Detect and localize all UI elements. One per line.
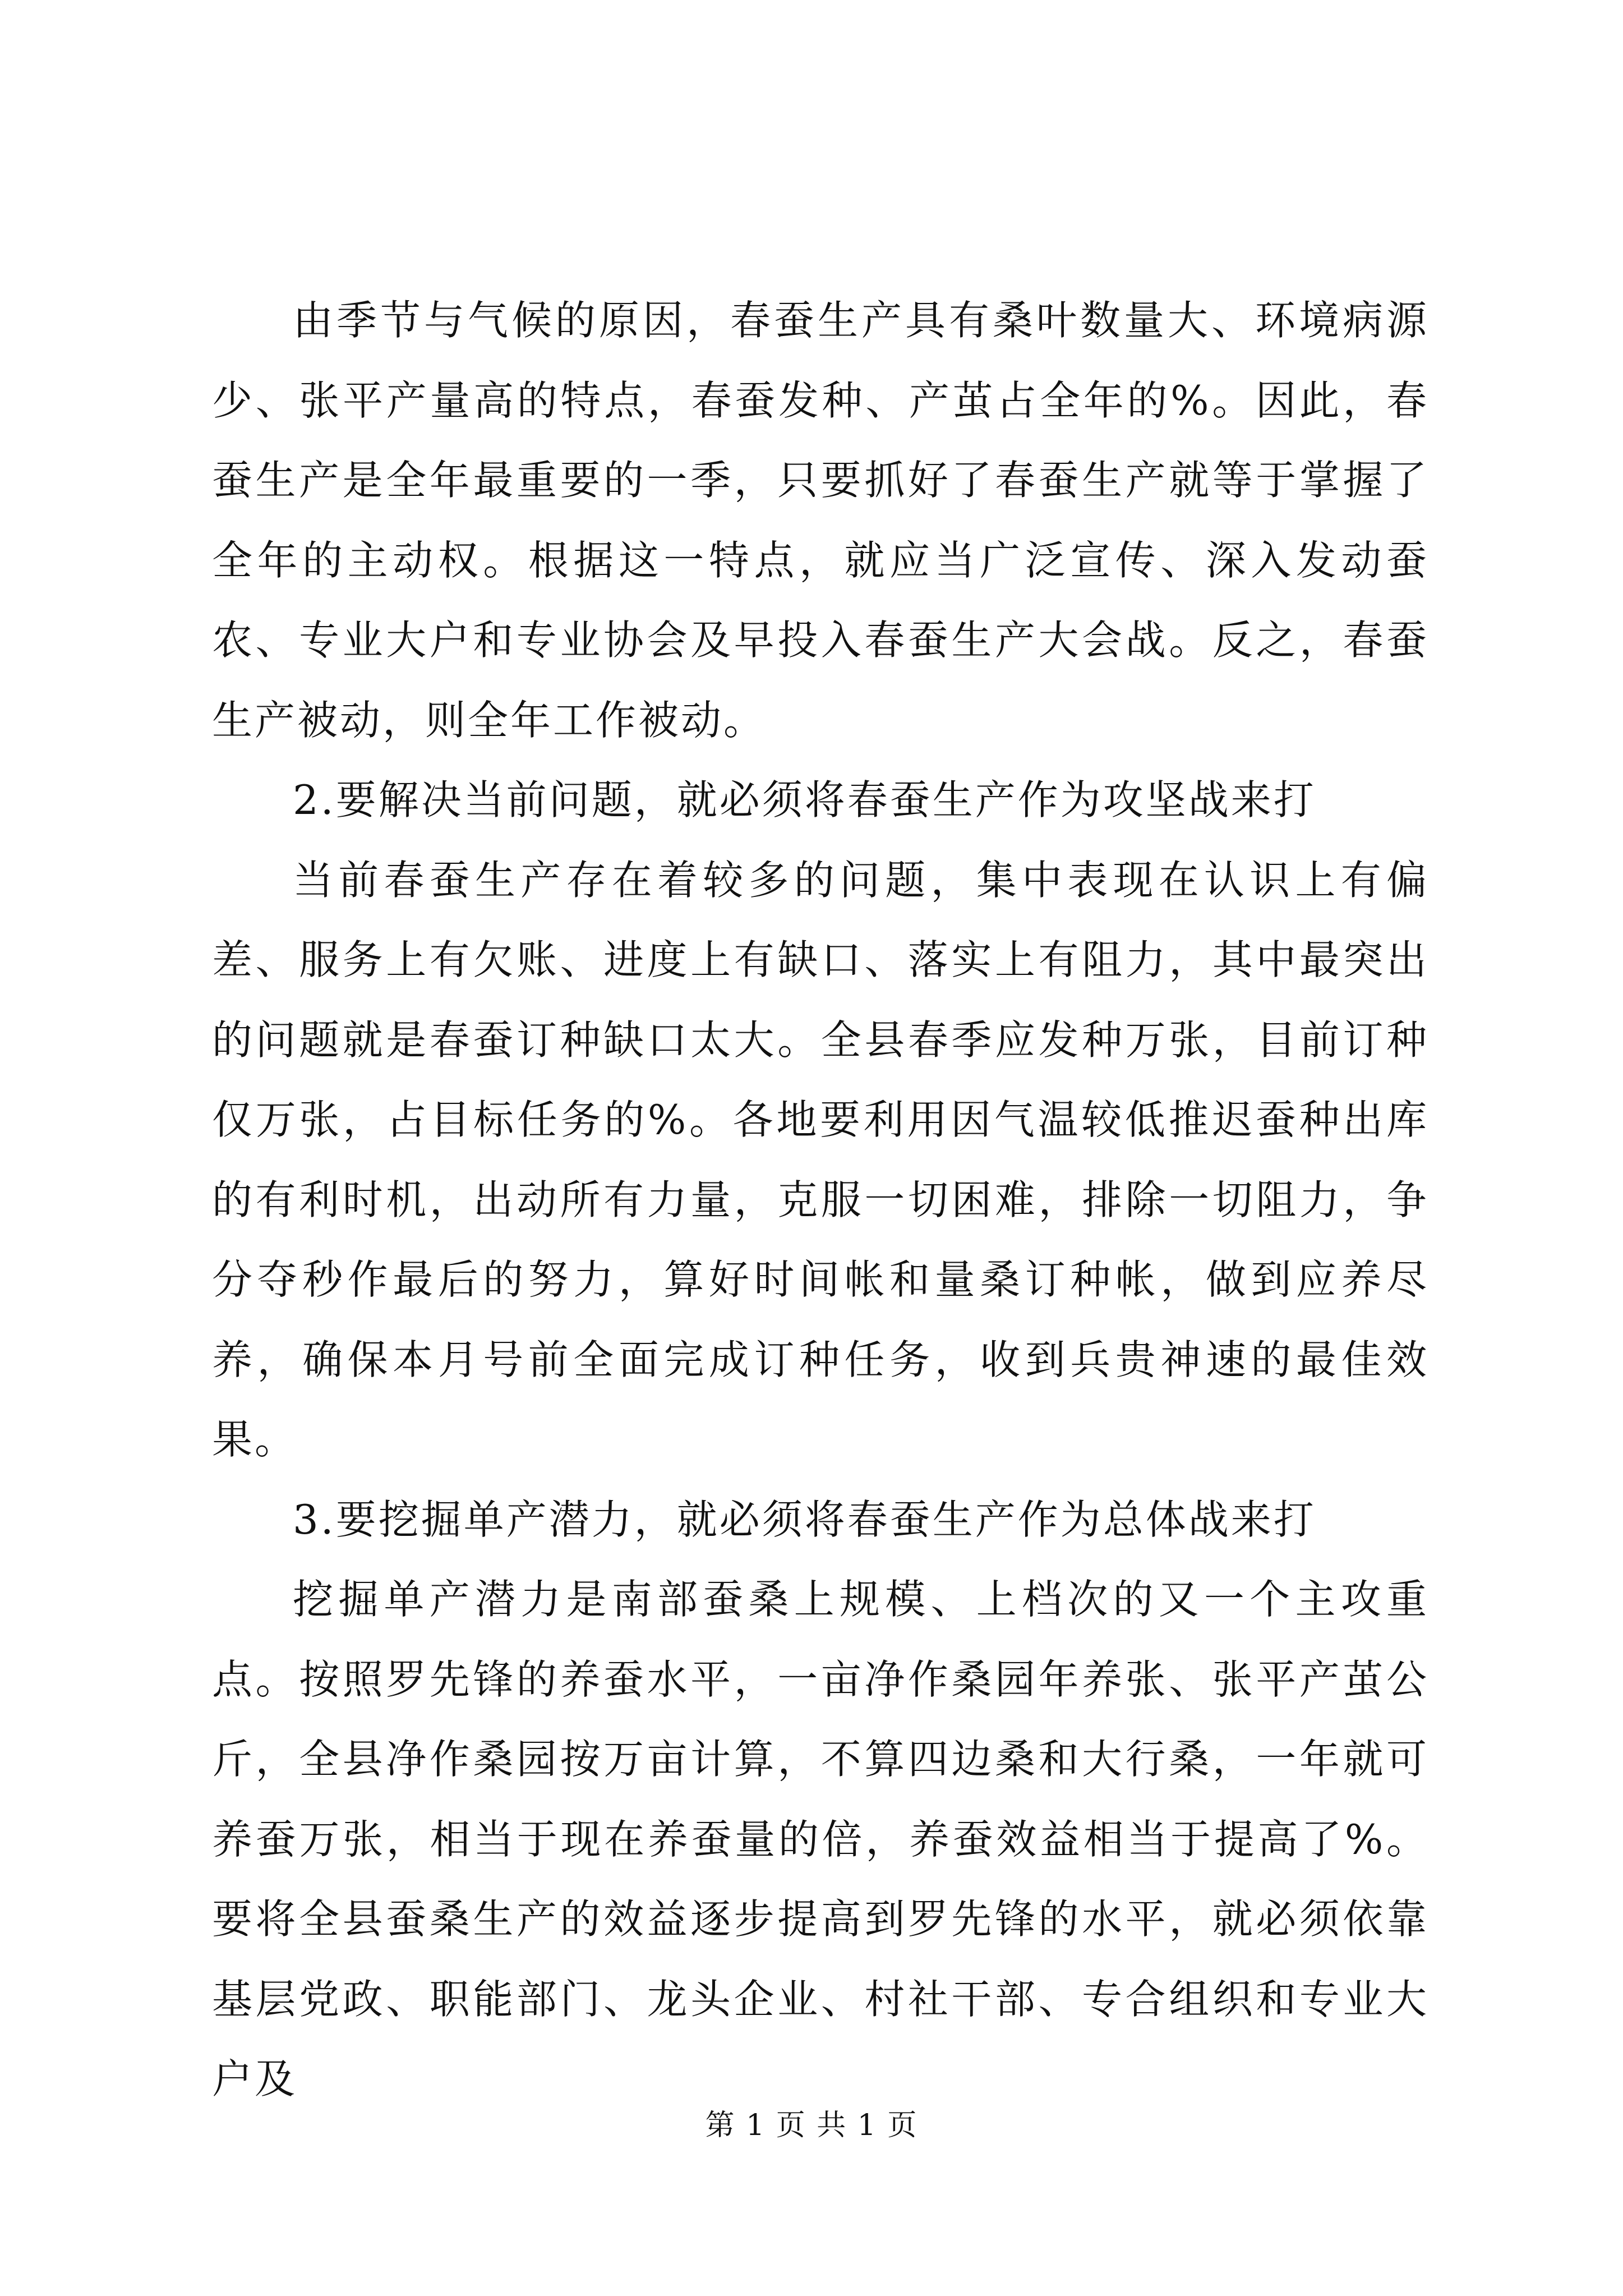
paragraph-spring-silkworm-importance: 由季节与气候的原因，春蚕生产具有桑叶数量大、环境病源少、张平产量高的特点，春蚕发种、产茧占全年的%。因此，春蚕生产是全年最重要的一季，只要抓好了春蚕生产就等于掌握了全年的主动权。根据这一特点，就应当广泛宣传、深入发动蚕农、专业大户和专业协会及早投入春蚕生产大会战。反之，春蚕生产被动，则全年工作被动。 — [212, 297, 1429, 744]
page-footer: 第 1 页 共 1 页 — [705, 2109, 918, 2142]
document-body — [212, 280, 1429, 2119]
heading-tackle-current-problems: 2.要解决当前问题，就必须将春蚕生产作为攻坚战来打 — [293, 776, 1316, 823]
paragraph-current-problems: 当前春蚕生产存在着较多的问题，集中表现在认识上有偏差、服务上有欠账、进度上有缺口、落实上有阻力，其中最突出的问题就是春蚕订种缺口太大。全县春季应发种万张，目前订种仅万张，占目标任务的%。各地要利用因气温较低推迟蚕种出库的有利时机，出动所有力量，克服一切困难，排除一切阻力，争分夺秒作最后的努力，算好时间帐和量桑订种帐，做到应养尽养，确保本月号前全面完成订种任务，收到兵贵神速的最佳效果。 — [212, 856, 1429, 1463]
paragraph-unit-yield-potential: 挖掘单产潜力是南部蚕桑上规模、上档次的又一个主攻重点。按照罗先锋的养蚕水平，一亩净作桑园年养张、张平产茧公斤，全县净作桑园按万亩计算，不算四边桑和大行桑，一年就可养蚕万张，相当于现在养蚕量的倍，养蚕效益相当于提高了%。要将全县蚕桑生产的效益逐步提高到罗先锋的水平，就必须依靠基层党政、职能部门、龙头企业、村社干部、专合组织和专业大户及 — [212, 1576, 1429, 2102]
heading-unit-yield-potential: 3.要挖掘单产潜力，就必须将春蚕生产作为总体战来打 — [293, 1496, 1316, 1543]
